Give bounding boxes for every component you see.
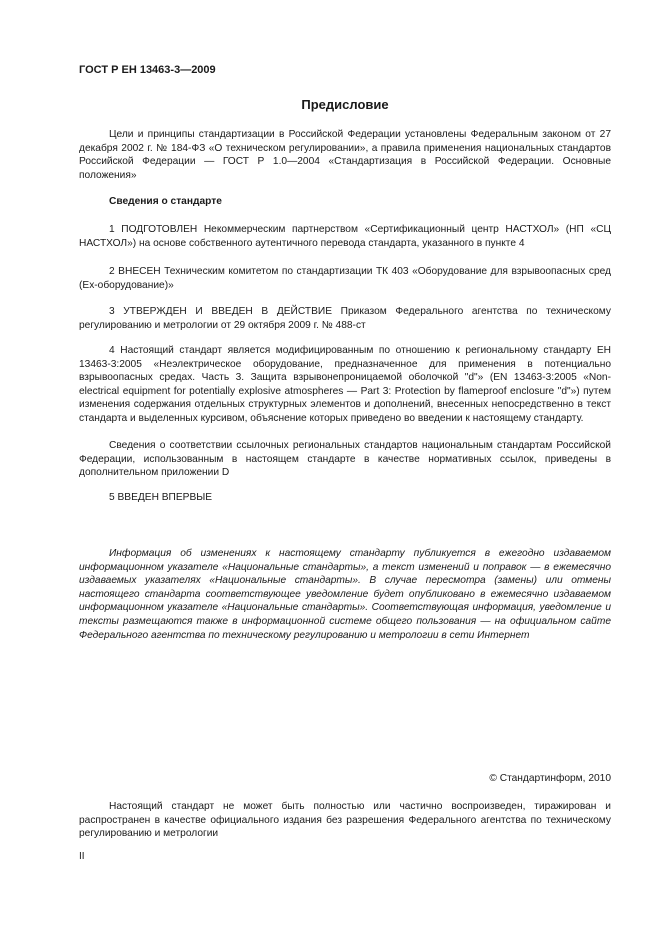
change-notice: Информация об изменениях к настоящему стандарту публикуется в ежегодно издаваемом информационном указателе «Национальные стандарты», а текст изменений и поправок — в ежемесячно издаваемых указателях «Национальные стандарты». В случае пересмотра (замены) или отмены настоящего стандарта соответствующее уведомление будет опубликовано в ежемесячно издаваемом информационном указателе «Национальные стандарты». Соответствующая информация, уведомление и тексты размещаются также в информационной системе общего пользования — на официальном сайте Федерального агентства по техническому регулированию и метрологии в сети Интернет: [79, 548, 611, 641]
info-heading: Сведения о стандарте: [109, 196, 222, 207]
item-5: 5 ВВЕДЕН ВПЕРВЫЕ: [109, 492, 213, 503]
item-2: 2 ВНЕСЕН Техническим комитетом по стандартизации ТК 403 «Оборудование для взрывоопасных сред (Ех-оборудование)»: [79, 266, 611, 291]
item-3: 3 УТВЕРЖДЕН И ВВЕДЕН В ДЕЙСТВИЕ Приказом Федерального агентства по техническому регулированию и метрологии от 29 октября 2009 г. № 488-ст: [79, 306, 611, 331]
reproduction-notice: Настоящий стандарт не может быть полностью или частично воспроизведен, тиражирован и распространен в качестве официального издания без разрешения Федерального агентства по техническому регулированию и метрологии: [79, 801, 611, 840]
page-number: II: [79, 851, 85, 862]
item-1: 1 ПОДГОТОВЛЕН Некоммерческим партнерством «Сертификационный центр НАСТХОЛ» (НП «СЦ НАСТХОЛ») на основе собственного аутентичного перевода стандарта, указанного в пункте 4: [79, 224, 611, 249]
item-4-references: Сведения о соответствии ссылочных региональных стандартов национальным стандартам Российской Федерации, использованным в настоящем стандарте в качестве нормативных ссылок, приведены в дополнительном приложении D: [79, 440, 611, 479]
intro-paragraph: Цели и принципы стандартизации в Российской Федерации установлены Федеральным законом от 27 декабря 2002 г. № 184-ФЗ «О техническом регулировании», а правила применения национальных стандартов Российской Федерации — ГОСТ Р 1.0—2004 «Стандартизация в Российской Федерации. Основные положения»: [79, 129, 611, 181]
copyright: © Стандартинформ, 2010: [489, 773, 611, 784]
page-title: Предисловие: [301, 97, 389, 112]
document-code: ГОСТ Р ЕН 13463-3—2009: [79, 64, 216, 76]
item-4: 4 Настоящий стандарт является модифицированным по отношению к региональному стандарту ЕН 13463-3:2005 «Неэлектрическое оборудование, предназначенное для применения в потенциально взрывоопасных средах. Часть 3. Защита взрывонепроницаемой оболочкой "d"» (EN 13463-3:2005 «Non-electrical equipment for potentially explosive atmospheres — Part 3: Protection by flameproof enclosure "d"») путем изменения содержания отдельных структурных элементов и дополнений, внесенных непосредственно в текст стандарта и выделенных курсивом, объяснение которых приведено во введении к настоящему стандарту.: [79, 345, 611, 424]
